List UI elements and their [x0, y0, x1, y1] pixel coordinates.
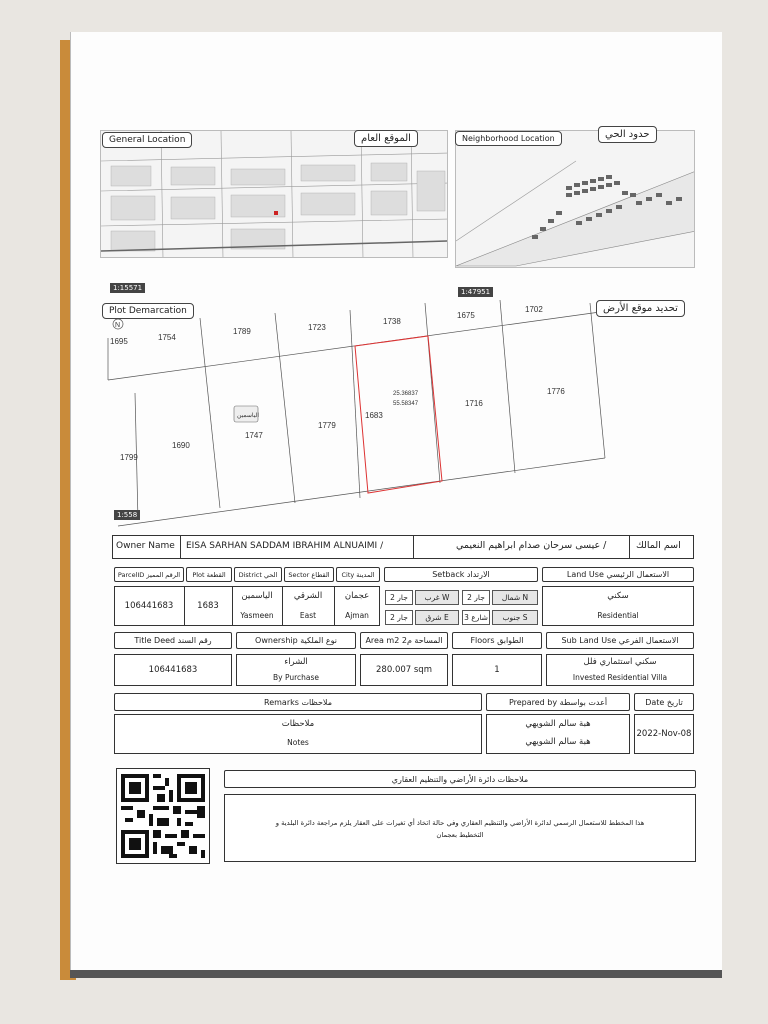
page-shadow: [70, 970, 722, 978]
parcel-id-value: 106441683: [124, 601, 174, 611]
owner-divider: [180, 535, 181, 559]
ownership-header: Ownership نوع الملكية: [236, 632, 356, 649]
plot-number: 1789: [233, 327, 251, 336]
title-deed-value: 106441683: [148, 665, 198, 675]
ownership-value-ar: الشراء: [284, 657, 308, 667]
plot-number: 1695: [110, 337, 128, 346]
plot-number: 1776: [547, 387, 565, 396]
land-use-value-ar: سكني: [607, 591, 629, 601]
district-header: District الحي: [234, 567, 282, 582]
date-header: Date تاريخ: [634, 693, 694, 711]
owner-name-ar: عيسى سرحان صدام ابراهيم النعيمي /: [456, 540, 607, 551]
plot-number: 1779: [318, 421, 336, 430]
plot-number: 1747: [245, 431, 263, 440]
neighborhood-label-ar: حدود الحي: [598, 126, 657, 143]
plot-number: 1716: [465, 399, 483, 408]
plot-demarcation-label: Plot Demarcation: [102, 303, 194, 319]
plot-demarcation-label-ar: تحديد موقع الأرض: [596, 300, 685, 317]
setback-header: Setback الارتداد: [384, 567, 538, 582]
notes-ar: ملاحظات: [281, 719, 315, 729]
remarks-header: Remarks ملاحظات: [114, 693, 482, 711]
plot-demarcation-map: [100, 298, 700, 528]
neighborhood-map: [455, 130, 695, 268]
neighborhood-map-drawing: [456, 131, 695, 268]
date-value: 2022-Nov-08: [636, 729, 692, 739]
sub-land-use-value-ar: سكني استثماري فلل: [583, 657, 657, 667]
neighborhood-location-label: Neighborhood Location: [455, 131, 562, 146]
notes-en: Notes: [287, 738, 309, 747]
owner-name-en: EISA SARHAN SADDAM IBRAHIM ALNUAIMI /: [186, 541, 384, 551]
disclaimer-box: [224, 794, 696, 862]
sector-header: Sector القطاع: [284, 567, 334, 582]
district-marker: الياسمين: [237, 413, 260, 419]
plot-number: 1723: [308, 323, 326, 332]
plot-coordinate: 55.58347: [393, 401, 419, 407]
area-header: Area m2 المساحة م2: [360, 632, 448, 649]
plot-number: 1754: [158, 333, 176, 342]
plot-number: 1683: [365, 411, 383, 420]
general-map-drawing: [101, 131, 448, 258]
city-value-en: Ajman: [345, 611, 369, 620]
disclaimer-line-2: التخطيط بعجمان: [436, 831, 484, 839]
city-value-ar: عجمان: [344, 591, 370, 601]
parcel-id-header: ParcelID الرقم المميز: [114, 567, 184, 582]
title-deed-header: Title Deed رقم السند: [114, 632, 232, 649]
prepared-by-header: Prepared by أعدت بواسطة: [486, 693, 630, 711]
qr-code-icon: [121, 773, 205, 859]
plot-number: 1702: [525, 305, 543, 314]
dept-notes-header: ملاحظات دائرة الأراضي والتنظيم العقاري: [224, 770, 696, 788]
prepared-by-2: هبة سالم الشويهي: [525, 737, 591, 747]
plot-number: 1675: [457, 311, 475, 320]
qr-code: [116, 768, 210, 864]
setback-cell: جنوب S: [492, 610, 538, 625]
sub-land-use-header: Sub Land Use الاستعمال الفرعي: [546, 632, 694, 649]
scale-general: 1:15571: [110, 283, 145, 293]
north-arrow-icon: N: [115, 322, 121, 329]
district-value-en: Yasmeen: [240, 611, 274, 620]
sector-value-ar: الشرقي: [293, 591, 323, 601]
floors-value: 1: [494, 665, 500, 675]
general-location-map: [100, 130, 448, 258]
plot-header: Plot القطعة: [186, 567, 232, 582]
setback-cell: شرق E: [415, 610, 459, 625]
sub-land-use-value-en: Invested Residential Villa: [572, 673, 668, 682]
area-value: 280.007 sqm: [376, 665, 432, 675]
plot-value: 1683: [197, 601, 219, 611]
owner-divider: [629, 535, 630, 559]
plot-number: 1690: [172, 441, 190, 450]
setback-cell: شمال N: [492, 590, 538, 605]
floors-header: Floors الطوابق: [452, 632, 542, 649]
land-use-value-en: Residential: [597, 611, 639, 620]
setback-cell: شارع 3: [462, 610, 490, 625]
disclaimer-line-1: هذا المخطط للاستعمال الرسمي لدائرة الأراضي والتنظيم العقاري وفي حالة اتخاذ أي تغيرات على العقار يلزم مراجعة دائرة البلدية و: [275, 819, 645, 827]
sector-value-en: East: [299, 611, 317, 620]
district-value-ar: الياسمين: [241, 591, 273, 601]
owner-divider: [413, 535, 414, 559]
setback-cell: غرب W: [415, 590, 459, 605]
plot-number: 1738: [383, 317, 401, 326]
plot-number: 1799: [120, 453, 138, 462]
setback-cell: جار 2: [385, 610, 413, 625]
owner-label-ar: اسم المالك: [636, 540, 681, 551]
general-location-label-ar: الموقع العام: [354, 130, 418, 147]
city-header: City المدينة: [336, 567, 380, 582]
scale-plot: 1:558: [114, 510, 140, 520]
prepared-by-1: هبة سالم الشويهي: [525, 719, 591, 729]
general-location-label: General Location: [102, 132, 192, 148]
plot-coordinate: 25.36837: [393, 391, 419, 397]
setback-cell: جار 2: [462, 590, 490, 605]
owner-label: Owner Name: [116, 541, 175, 551]
land-use-header: Land Use الاستعمال الرئيسي: [542, 567, 694, 582]
ownership-value-en: By Purchase: [272, 673, 320, 682]
scale-neighborhood: 1:47951: [458, 287, 493, 297]
setback-cell: جار 2: [385, 590, 413, 605]
